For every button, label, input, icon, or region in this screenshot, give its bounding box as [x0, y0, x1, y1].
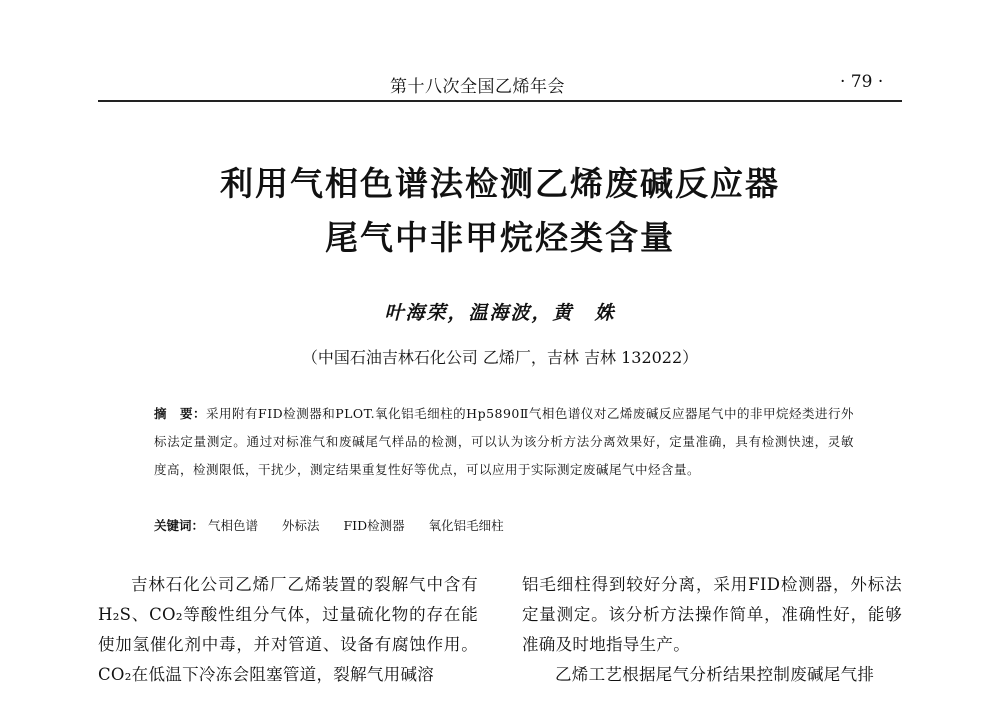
- affiliation: （中国石油吉林石化公司 乙烯厂，吉林 吉林 132022）: [301, 348, 699, 367]
- keywords: [154, 516, 524, 534]
- keyword: FID检测器: [343, 518, 405, 533]
- keyword: 外标法: [282, 518, 320, 533]
- article-title-line-1: 利用气相色谱法检测乙烯废碱反应器: [220, 164, 780, 203]
- abstract: [154, 400, 854, 484]
- body-column-left: [98, 570, 478, 690]
- keywords-label: 关键词：: [154, 518, 205, 533]
- keyword: 气相色谱: [208, 518, 259, 533]
- running-header: 第十八次全国乙烯年会: [390, 77, 565, 97]
- keyword: 氧化铝毛细柱: [428, 518, 504, 533]
- body-paragraph: 乙烯工艺根据尾气分析结果控制废碱尾气排: [555, 665, 875, 684]
- authors: 叶海荣，温海波，黄 姝: [384, 302, 616, 324]
- body-paragraph: 铝毛细柱得到较好分离，采用FID检测器，外标法定量测定。该分析方法操作简单，准确性好，能够准确及时地指导生产。: [522, 575, 902, 654]
- body-paragraph: 吉林石化公司乙烯厂乙烯装置的裂解气中含有H₂S、CO₂等酸性组分气体，过量硫化物的存在能使加氢催化剂中毒，并对管道、设备有腐蚀作用。CO₂在低温下冷冻会阻塞管道，裂解气用碱溶: [98, 575, 478, 684]
- abstract-text: 采用附有FID检测器和PLOT.氧化铝毛细柱的Hp5890Ⅱ气相色谱仪对乙烯废碱反应器尾气中的非甲烷烃类进行外标法定量测定。通过对标准气和废碱尾气样品的检测，可以认为该分析方法分离效果好，定量准确，具有检测快速，灵敏度高，检测限低，干扰少，测定结果重复性好等优点，可以应用于实际测定废碱尾气中烃含量。: [154, 406, 854, 477]
- page-number: · 79 ·: [840, 72, 884, 92]
- header-rule: [98, 100, 902, 102]
- abstract-label: 摘 要：: [154, 406, 207, 421]
- article-title-line-2: 尾气中非甲烷烃类含量: [325, 218, 675, 257]
- body-column-right: [522, 570, 902, 690]
